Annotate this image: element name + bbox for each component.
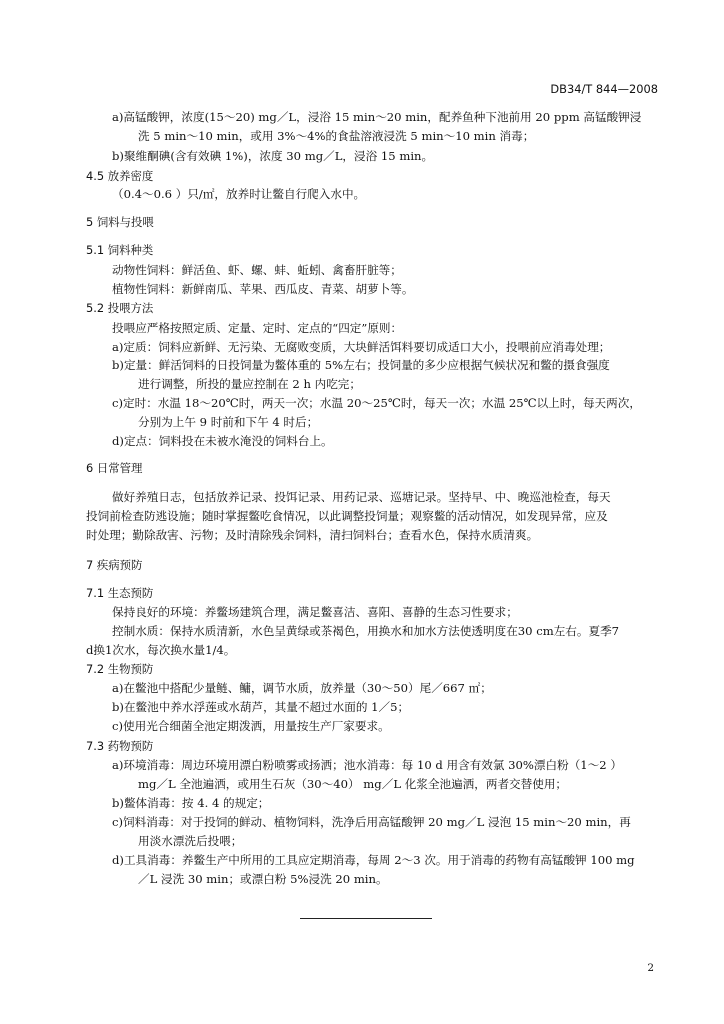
text-line: 植物性饲料：新鲜南瓜、苹果、西瓜皮、青菜、胡萝卜等。 [112, 282, 414, 296]
section-heading: 7.1 生态预防 [86, 586, 154, 600]
text-line: c)使用光合细菌全池定期泼洒，用量按生产厂家要求。 [112, 719, 390, 733]
text-line: 保持良好的环境：养鳖场建筑合理，满足鳖喜洁、喜阳、喜静的生态习性要求； [112, 605, 518, 619]
section-heading: 4.5 放养密度 [86, 169, 154, 183]
text-line: 用淡水漂洗后投喂； [138, 834, 243, 848]
section-heading: 7.3 药物预防 [86, 739, 154, 753]
section-heading: 5.2 投喂方法 [86, 301, 154, 315]
text-line: c)定时：水温 18～20℃时，两天一次；水温 20～25℃时，每天一次；水温 25℃以上时，每天两次， [112, 396, 641, 410]
text-line: b)鳖体消毒：按 4. 4 的规定； [112, 796, 270, 810]
text-line: 时处理；勤除敌害、污物；及时清除残余饲料，清扫饲料台；查看水色，保持水质清爽。 [86, 528, 539, 542]
page-number: 2 [647, 962, 654, 974]
text-line: （0.4～0.6 ）只/㎡，放养时让鳖自行爬入水中。 [112, 187, 366, 201]
text-line: 分别为上午 9 时前和下午 4 时后； [138, 415, 319, 429]
text-line: a)定质：饲料应新鲜、无污染、无腐败变质，大块鲜活饵料要切成适口大小，投喂前应消毒处理； [112, 340, 611, 354]
text-line: 洗 5 min～10 min，或用 3%～4%的食盐溶液浸洗 5 min～10 min 消毒； [138, 129, 535, 143]
text-line: mg／L 全池遍洒，或用生石灰（30～40） mg／L 化浆全池遍洒，两者交替使用； [138, 777, 568, 791]
text-line: a)高锰酸钾，浓度(15～20) mg／L，浸浴 15 min～20 min，配养鱼种下池前用 20 ppm 高锰酸钾浸 [112, 110, 642, 124]
text-line: 动物性饲料：鲜活鱼、虾、螺、蚌、蚯蚓、禽畜肝脏等； [112, 263, 402, 277]
text-line: d换1次水，每次换水量1/4。 [86, 643, 236, 657]
text-line: b)聚维酮碘(含有效碘 1%)，浓度 30 mg／L，浸浴 15 min。 [112, 149, 434, 163]
text-line: d)定点：饲料投在未被水淹没的饲料台上。 [112, 434, 333, 448]
chapter-heading: 7 疾病预防 [86, 558, 143, 572]
text-line: 投喂应严格按照定质、定量、定时、定点的“四定”原则： [112, 321, 403, 335]
text-line: 控制水质：保持水质清新，水色呈黄绿或茶褐色，用换水和加水方法使透明度在30 cm左右。夏季7 [112, 624, 620, 638]
text-line: d)工具消毒：养鳖生产中所用的工具应定期消毒，每周 2～3 次。用于消毒的药物有高锰酸钾 100 mg [112, 853, 635, 867]
text-line: a)环境消毒：周边环境用漂白粉喷雾或扬洒；池水消毒：每 10 d 用含有效氯 30%漂白粉（1～2 ） [112, 758, 622, 772]
text-line: a)在鳖池中搭配少量鲢、鳙，调节水质，放养量（30～50）尾／667 ㎡； [112, 681, 492, 695]
text-line: c)饲料消毒：对于投饲的鲜动、植物饲料，洗净后用高锰酸钾 20 mg／L 浸泡 15 min～20 min，再 [112, 815, 631, 829]
section-heading: 5.1 饲料种类 [86, 243, 154, 257]
text-line: 做好养殖日志，包括放养记录、投饵记录、用药记录、巡塘记录。坚持早、中、晚巡池检查，每天 [112, 490, 611, 504]
text-line: 投饲前检查防逃设施；随时掌握鳖吃食情况，以此调整投饲量；观察鳖的活动情况，如发现异常，应及 [86, 509, 608, 523]
section-heading: 7.2 生物预防 [86, 662, 154, 676]
end-rule [300, 918, 432, 919]
text-line: b)在鳖池中养水浮莲或水葫芦，其量不超过水面的 1／5； [112, 700, 410, 714]
text-line: b)定量：鲜活饲料的日投饲量为鳖体重的 5%左右；投饲量的多少应根据气候状况和鳖的摄食强度 [112, 358, 610, 372]
text-line: 进行调整，所投的量应控制在 2 h 内吃完； [138, 377, 361, 391]
standard-number: DB34/T 844—2008 [550, 82, 658, 96]
text-line: ／L 浸洗 30 min；或漂白粉 5%浸洗 20 min。 [138, 872, 388, 886]
chapter-heading: 5 饲料与投喂 [86, 215, 154, 229]
chapter-heading: 6 日常管理 [86, 461, 143, 475]
